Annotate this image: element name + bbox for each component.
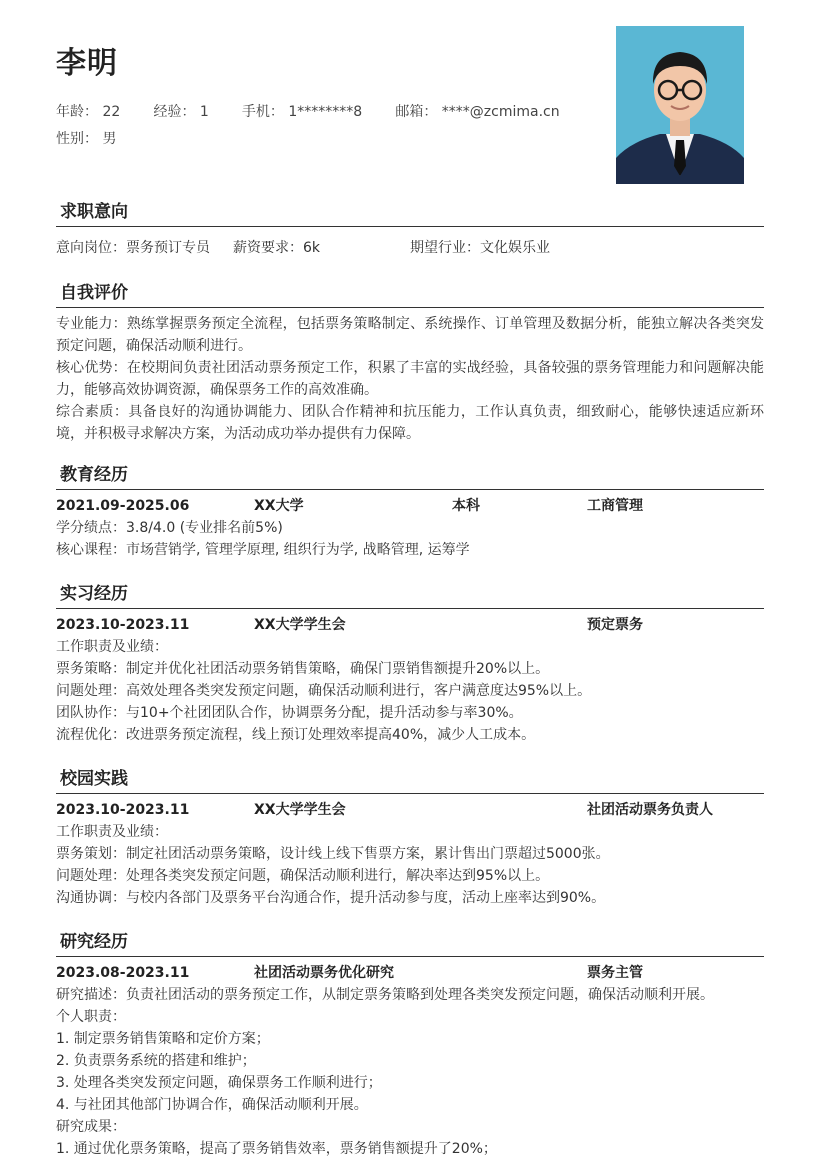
self-evaluation-section (56, 279, 764, 445)
education-header-row (56, 495, 764, 517)
campus-header-row (56, 799, 764, 821)
research-detail: 2. 负责票务系统的搭建和维护； (56, 1053, 256, 1069)
research-detail: 个人职责： (56, 1009, 126, 1025)
self-eval-paragraph: 核心优势：在校期间负责社团活动票务预定工作，积累了丰富的实战经验，具备较强的票务管理能力和问题解决能力，能够高效协调资源，确保票务工作的高效准确。 (56, 360, 764, 398)
self-eval-paragraph: 专业能力：熟练掌握票务预定全流程，包括票务策略制定、系统操作、订单管理及数据分析，能独立解决各类突发预定问题，确保活动顺利进行。 (56, 316, 764, 354)
school-name: XX大学 (254, 498, 304, 514)
education-period: 2021.09-2025.06 (56, 498, 190, 514)
research-period: 2023.08-2023.11 (56, 965, 190, 981)
gender-field: 性别： 男 (56, 131, 117, 147)
section-title: 教育经历 (56, 461, 764, 490)
campus-detail: 票务策划：制定社团活动票务策略，设计线上线下售票方案，累计售出门票超过5000张。 (56, 846, 610, 862)
research-detail: 3. 处理各类突发预定问题，确保票务工作顺利进行； (56, 1075, 382, 1091)
candidate-name: 李明 (56, 46, 118, 81)
research-detail: 研究成果： (56, 1119, 126, 1135)
job-intent-section (56, 198, 764, 259)
research-project: 社团活动票务优化研究 (254, 965, 394, 981)
research-detail: 研究描述：负责社团活动的票务预定工作，从制定票务策略到处理各类突发预定问题，确保活动顺利开展。 (56, 987, 714, 1003)
internship-detail: 问题处理：高效处理各类突发预定问题，确保活动顺利进行，客户满意度达95%以上。 (56, 683, 592, 699)
campus-org: XX大学学生会 (254, 802, 346, 818)
section-title: 校园实践 (56, 765, 764, 794)
campus-period: 2023.10-2023.11 (56, 802, 190, 818)
salary-requirement: 薪资要求：6k (233, 240, 321, 256)
degree: 本科 (452, 498, 480, 514)
education-detail: 核心课程：市场营销学, 管理学原理, 组织行为学, 战略管理, 运筹学 (56, 542, 470, 558)
internship-org: XX大学学生会 (254, 617, 346, 633)
internship-detail: 工作职责及业绩： (56, 639, 168, 655)
profile-photo (616, 26, 744, 184)
section-title: 研究经历 (56, 928, 764, 957)
research-detail: 4. 与社团其他部门协调合作，确保活动顺利开展。 (56, 1097, 368, 1113)
basic-info-row-1 (56, 101, 560, 121)
internship-role: 预定票务 (587, 617, 643, 633)
section-title: 自我评价 (56, 279, 764, 308)
person-portrait-icon (616, 26, 744, 184)
section-title: 求职意向 (56, 198, 764, 227)
campus-detail: 问题处理：处理各类突发预定问题，确保活动顺利进行，解决率达到95%以上。 (56, 868, 550, 884)
internship-period: 2023.10-2023.11 (56, 617, 190, 633)
section-title: 实习经历 (56, 580, 764, 609)
internship-detail: 团队协作：与10+个社团团队合作，协调票务分配，提升活动参与率30%。 (56, 705, 523, 721)
age-field: 年龄： 22 (56, 104, 121, 120)
internship-detail: 票务策略：制定并优化社团活动票务销售策略，确保门票销售额提升20%以上。 (56, 661, 550, 677)
email-field: 邮箱： ****@zcmima.cn (395, 104, 560, 120)
expected-industry: 期望行业：文化娱乐业 (410, 240, 550, 256)
major: 工商管理 (587, 498, 643, 514)
research-detail: 1. 通过优化票务策略，提高了票务销售效率，票务销售额提升了20%； (56, 1141, 497, 1157)
education-detail: 学分绩点：3.8/4.0 (专业排名前5%) (56, 520, 283, 536)
internship-header-row (56, 614, 764, 636)
education-section (56, 461, 764, 561)
intended-position: 意向岗位：票务预订专员 (56, 240, 210, 256)
campus-role: 社团活动票务负责人 (587, 802, 713, 818)
experience-field: 经验： 1 (153, 104, 209, 120)
phone-field: 手机： 1********8 (241, 104, 363, 120)
basic-info-row-2 (56, 128, 116, 148)
research-role: 票务主管 (587, 965, 643, 981)
research-header-row (56, 962, 764, 984)
internship-detail: 流程优化：改进票务预定流程，线上预订处理效率提高40%，减少人工成本。 (56, 727, 536, 743)
campus-detail: 工作职责及业绩： (56, 824, 168, 840)
internship-section (56, 580, 764, 746)
self-eval-paragraph: 综合素质：具备良好的沟通协调能力、团队合作精神和抗压能力，工作认真负责，细致耐心，能够快速适应新环境，并积极寻求解决方案，为活动成功举办提供有力保障。 (56, 404, 764, 442)
research-section (56, 928, 764, 1160)
campus-detail: 沟通协调：与校内各部门及票务平台沟通合作，提升活动参与度，活动上座率达到90%。 (56, 890, 606, 906)
research-detail: 1. 制定票务销售策略和定价方案； (56, 1031, 270, 1047)
campus-practice-section (56, 765, 764, 909)
